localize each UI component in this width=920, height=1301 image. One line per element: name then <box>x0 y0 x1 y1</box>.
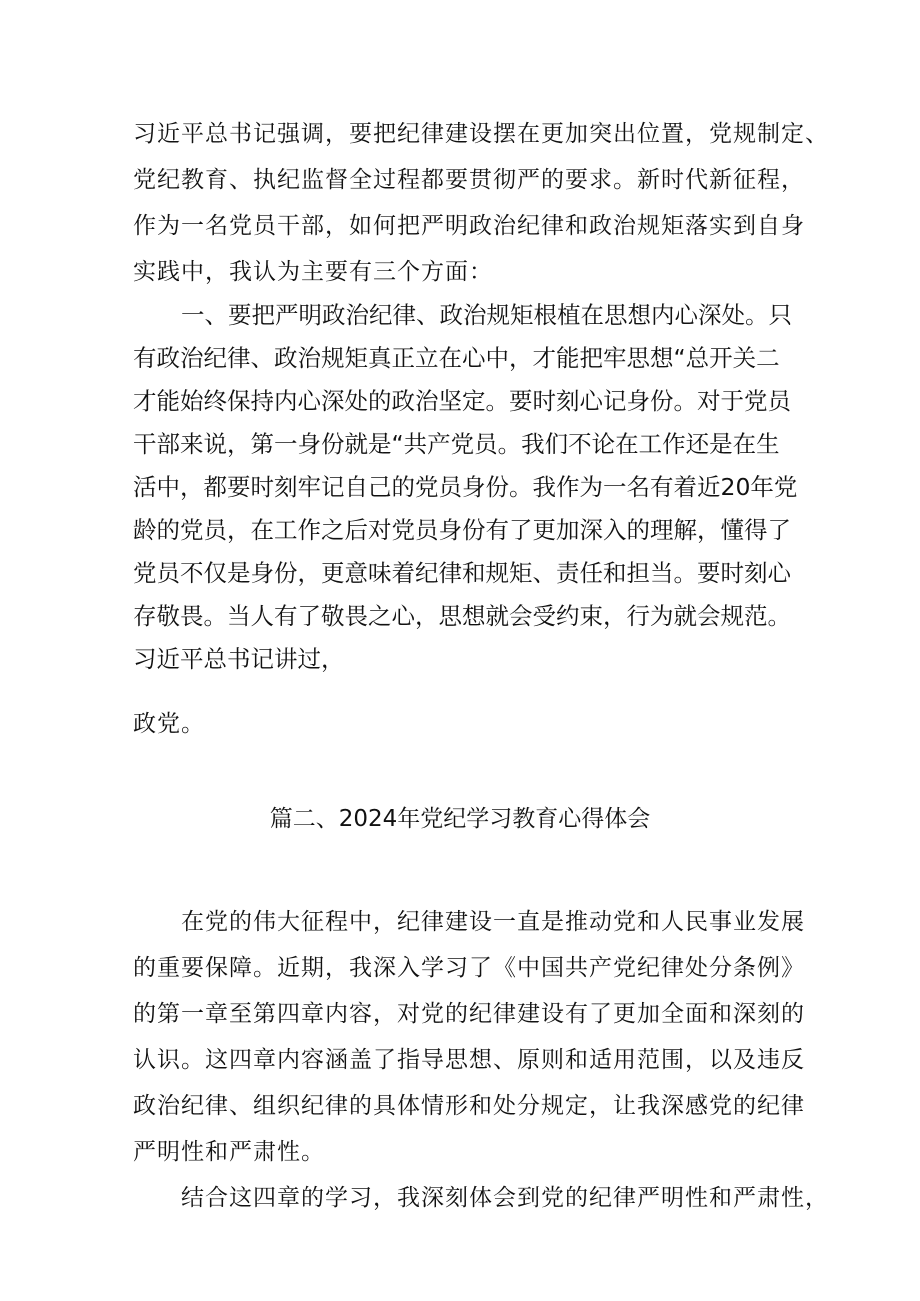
point-one-line-8: 存敬畏。当人有了敬畏之心，思想就会受约束，行为就会规范。 <box>133 602 791 630</box>
point-one-line-9: 习近平总书记讲过， <box>133 645 345 673</box>
point-one-line-2: 有政治纪律、政治规矩真正立在心中，才能把牢思想“总开关二 <box>133 344 780 372</box>
point-one-line-4: 干部来说，第一身份就是“共产党员。我们不论在工作还是在生 <box>133 430 780 458</box>
para-one-line-1: 在党的伟大征程中，纪律建设一直是推动党和人民事业发展 <box>181 909 805 935</box>
fragment-line: 政党。 <box>133 711 205 737</box>
para-one-line-2: 的重要保障。近期，我深入学习了《中国共产党纪律处分条例》 <box>133 955 805 981</box>
para-one-line-6: 严明性和严肃性。 <box>133 1139 325 1165</box>
point-one-line-1: 一、要把严明政治纪律、政治规矩根植在思想内心深处。只 <box>181 301 792 329</box>
point-one-line-7: 党员不仅是身份，更意味着纪律和规矩、责任和担当。要时刻心 <box>133 559 791 587</box>
section-title: 篇二、2024年党纪学习教育心得体会 <box>269 806 651 832</box>
para-one-line-5: 政治纪律、组织纪律的具体情形和处分规定，让我深感党的纪律 <box>133 1093 805 1119</box>
intro-line-1: 习近平总书记强调，要把纪律建设摆在更加突出位置，党规制定、 <box>133 121 829 147</box>
intro-line-3: 作为一名党员干部，如何把严明政治纪律和政治规矩落实到自身 <box>133 213 805 239</box>
para-one-line-3: 的第一章至第四章内容，对党的纪律建设有了更加全面和深刻的 <box>133 1001 805 1027</box>
para-two-line-1: 结合这四章的学习，我深刻体会到党的纪律严明性和严肃性， <box>181 1185 829 1211</box>
para-one-line-4: 认识。这四章内容涵盖了指导思想、原则和适用范围，以及违反 <box>133 1047 805 1073</box>
point-one-line-3: 才能始终保持内心深处的政治坚定。要时刻心记身份。对于党员 <box>133 387 791 415</box>
point-one-line-6: 龄的党员，在工作之后对党员身份有了更加深入的理解，懂得了 <box>133 516 791 544</box>
point-one-line-5: 活中，都要时刻牢记自己的党员身份。我作为一名有着近20年党 <box>133 473 798 501</box>
intro-line-2: 党纪教育、执纪监督全过程都要贯彻严的要求。新时代新征程， <box>133 167 805 193</box>
intro-line-4: 实践中，我认为主要有三个方面： <box>133 259 493 285</box>
